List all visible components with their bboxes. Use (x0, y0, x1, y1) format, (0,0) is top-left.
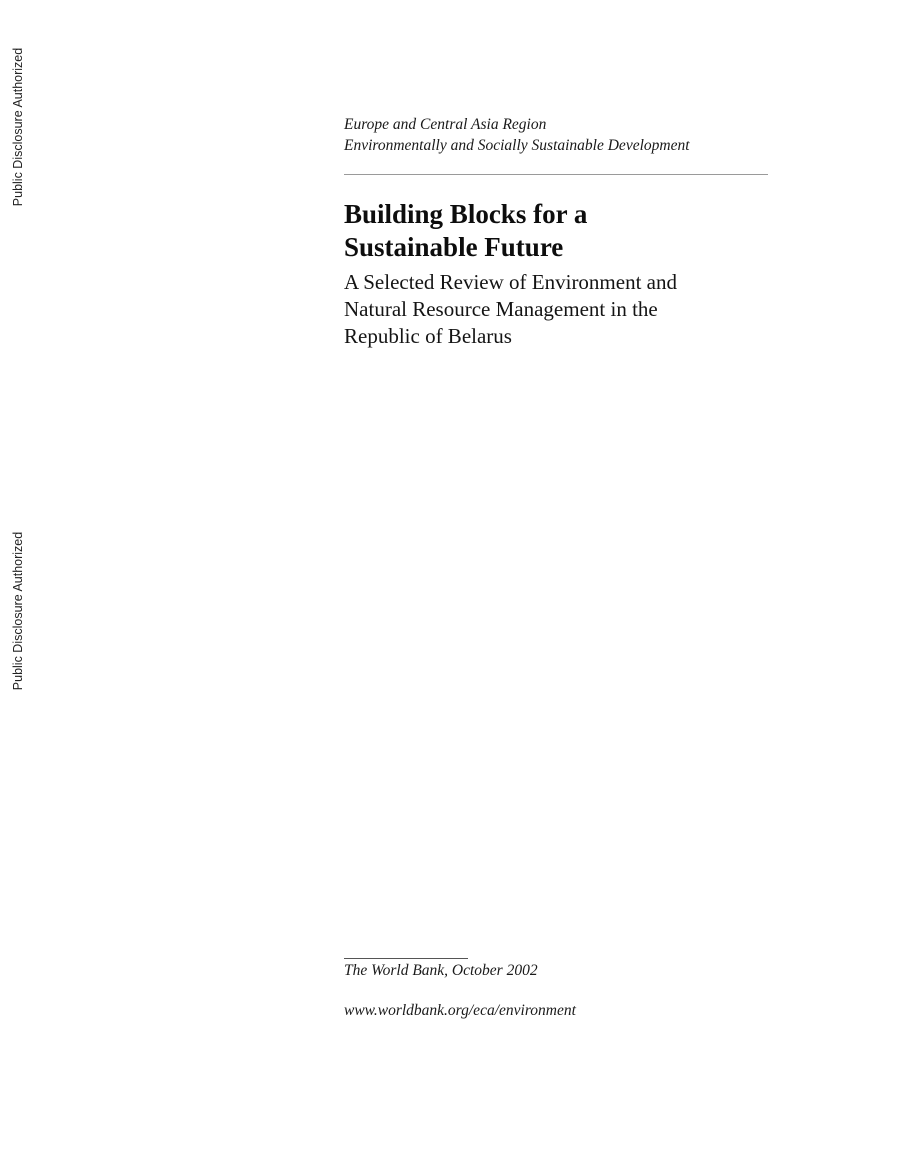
title-line-1: Building Blocks for a (344, 199, 588, 229)
document-title (344, 198, 587, 264)
footer-divider (344, 958, 468, 959)
header-divider (344, 174, 768, 175)
publisher-date: The World Bank, October 2002 (344, 962, 538, 979)
disclosure-stamp-middle: Public Disclosure Authorized (11, 531, 25, 691)
disclosure-stamp-top: Public Disclosure Authorized (11, 47, 25, 207)
report-header (344, 114, 690, 156)
document-subtitle (344, 269, 764, 350)
subtitle-line-3: Republic of Belarus (344, 324, 512, 348)
subtitle-line-1: A Selected Review of Environment and (344, 270, 677, 294)
subtitle-line-2: Natural Resource Management in the (344, 297, 658, 321)
website-link[interactable]: www.worldbank.org/eca/environment (344, 1002, 576, 1019)
region-label: Europe and Central Asia Region (344, 116, 547, 133)
unit-label: Environmentally and Socially Sustainable Development (344, 137, 690, 154)
title-line-2: Sustainable Future (344, 232, 564, 262)
